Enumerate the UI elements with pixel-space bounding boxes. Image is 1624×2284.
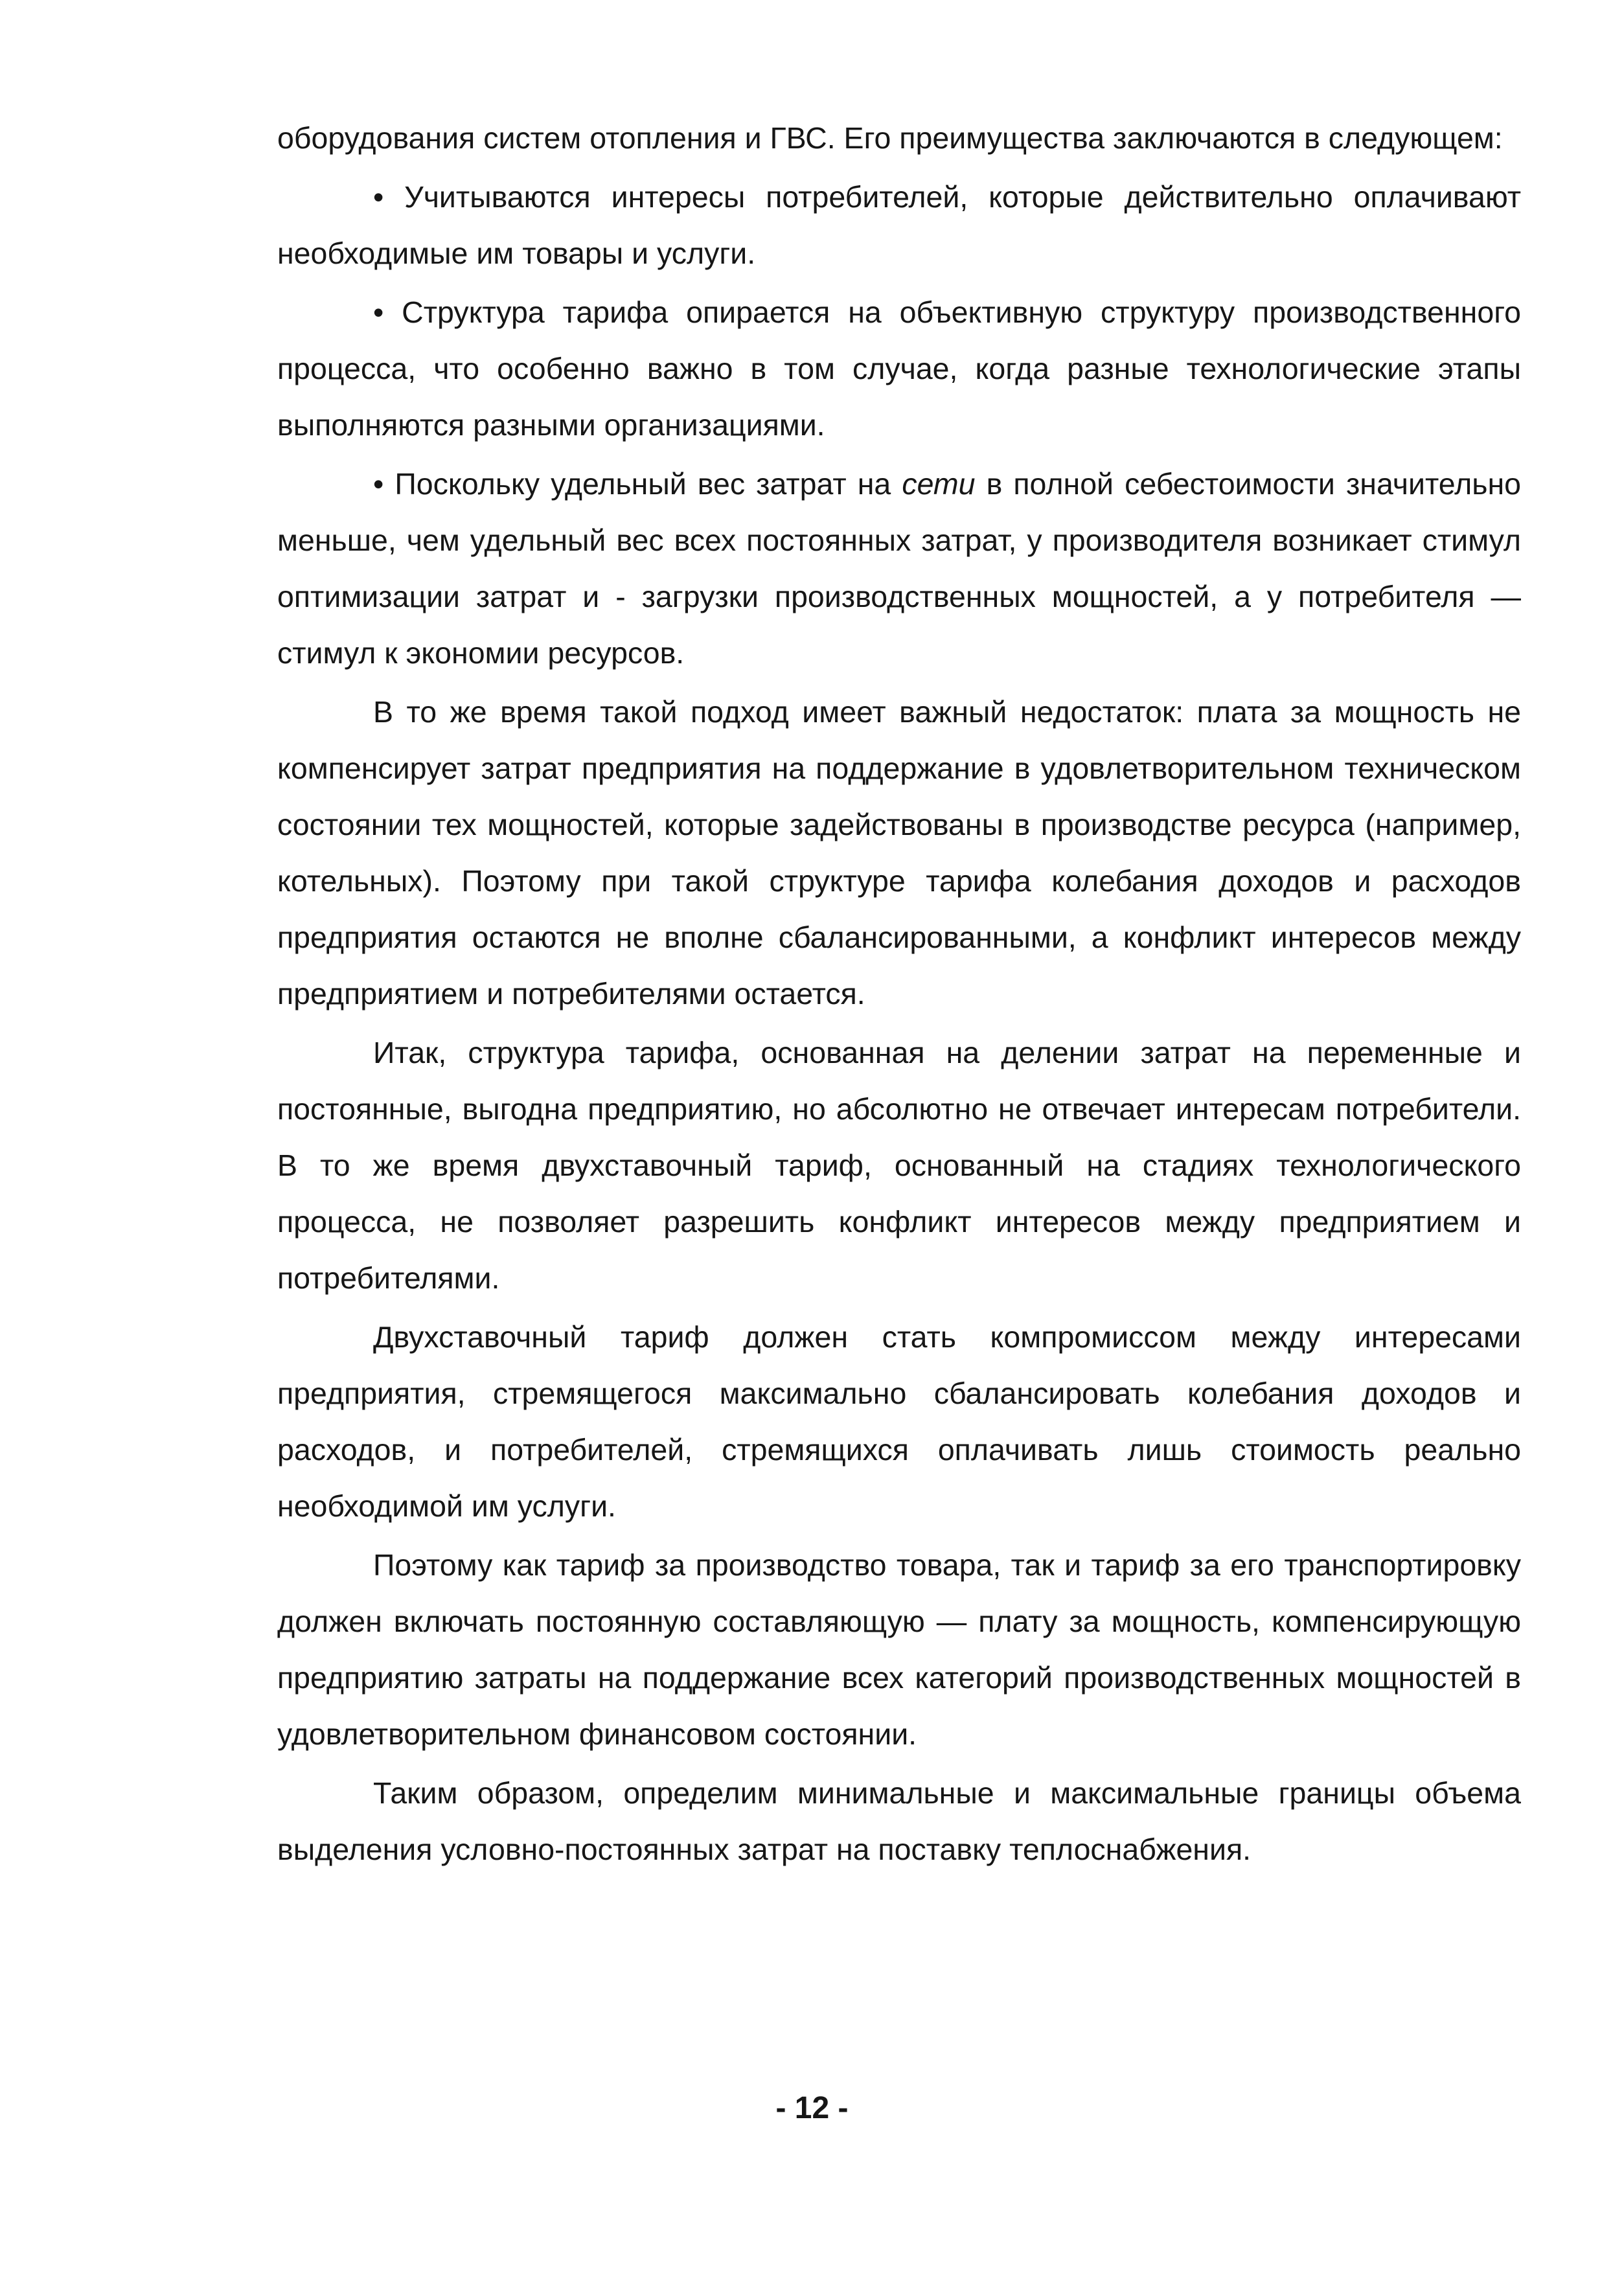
- paragraph-summary: Итак, структура тарифа, основанная на делении затрат на переменные и постоянные, выгодна предприятию, но абсолютно не отвечает интересам потребители. В то же время двухставочный тариф, основанный на стадиях технологического процесса, не позволяет разрешить конфликт интересов между предприятием и потребителями.: [277, 1036, 1521, 1295]
- paragraph-conclusion: Таким образом, определим минимальные и максимальные границы объема выделения условно-постоянных затрат на поставку теплоснабжения.: [277, 1776, 1521, 1866]
- paragraph-capacity-fee: Поэтому как тариф за производство товара, так и тариф за его транспортировку должен включать постоянную составляющую — плату за мощность, компенсирующую предприятию затраты на поддержание всех категорий производственных мощностей в удовлетворительном финансовом состоянии.: [277, 1548, 1521, 1751]
- bullet-text-start: • Поскольку удельный вес затрат на: [373, 467, 902, 501]
- paragraph-continuation: оборудования систем отопления и ГВС. Его преимущества заключаются в следующем:: [277, 121, 1503, 155]
- document-page: [277, 110, 1521, 2196]
- bullet-text-end: в полной себестоимости значительно меньше, чем удельный вес всех постоянных затрат, у производителя возникает стимул оптимизации затрат и - загрузки производственных мощностей, а у потребителя — стимул к экономии ресурсов.: [277, 467, 1521, 670]
- page-number: - 12 -: [775, 2091, 849, 2125]
- bullet-item-network-costs: [277, 456, 1521, 681]
- italic-word-networks: сети: [902, 467, 976, 501]
- bullet-item-consumer-interests: • Учитываются интересы потребителей, которые действительно оплачивают необходимые им товары и услуги.: [277, 180, 1521, 270]
- paragraph-drawback: В то же время такой подход имеет важный недостаток: плата за мощность не компенсирует затрат предприятия на поддержание в удовлетворительном техническом состоянии тех мощностей, которые задействованы в производстве ресурса (например, котельных). Поэтому при такой структуре тарифа колебания доходов и расходов предприятия остаются не вполне сбалансированными, а конфликт интересов между предприятием и потребителями остается.: [277, 695, 1521, 1011]
- bullet-item-tariff-structure: • Структура тарифа опирается на объективную структуру производственного процесса, что особенно важно в том случае, когда разные технологические этапы выполняются разными организациями.: [277, 295, 1521, 442]
- paragraph-compromise: Двухставочный тариф должен стать компромиссом между интересами предприятия, стремящегося максимально сбалансировать колебания доходов и расходов, и потребителей, стремящихся оплачивать лишь стоимость реально необходимой им услуги.: [277, 1320, 1521, 1523]
